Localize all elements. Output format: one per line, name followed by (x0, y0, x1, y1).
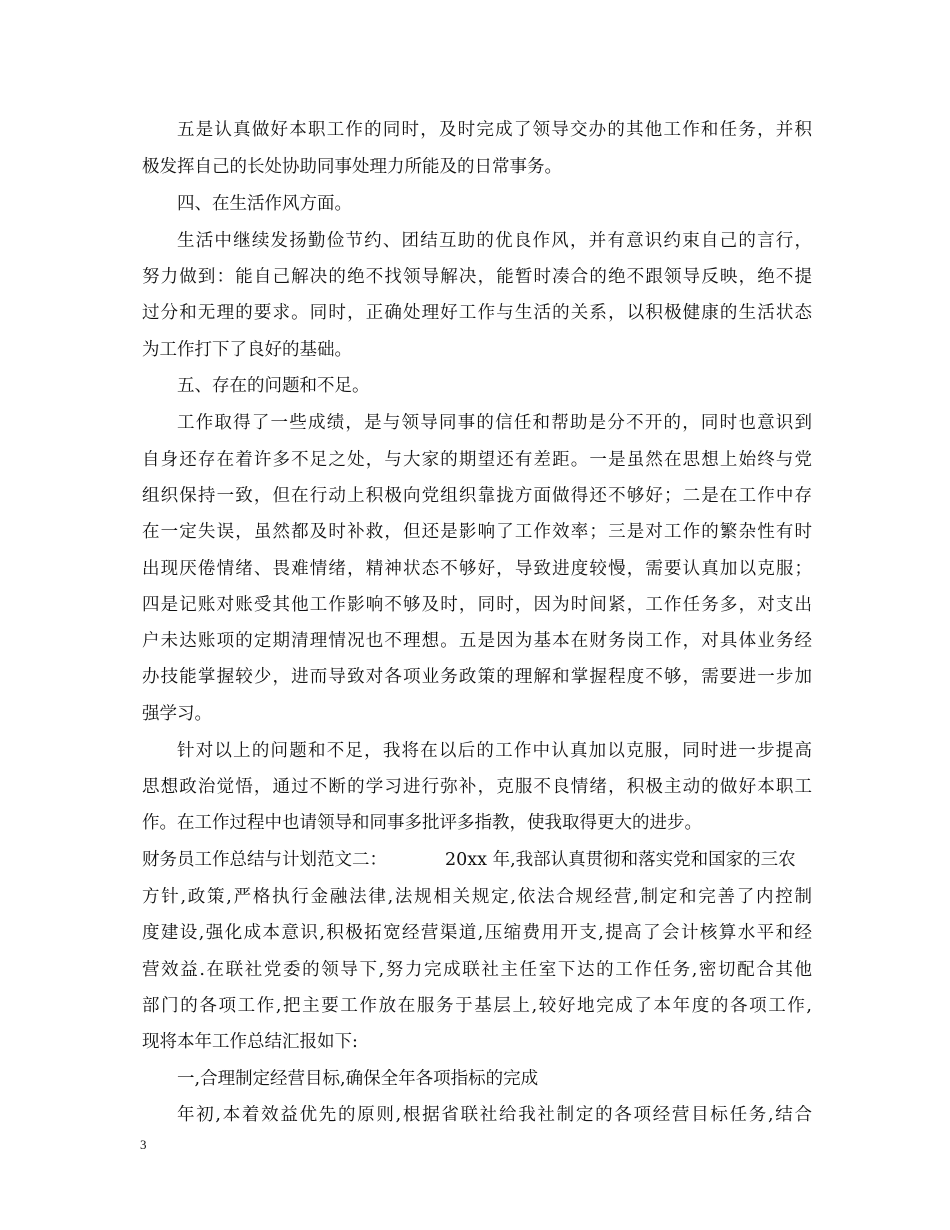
text-line: 过分和无理的要求。同时，正确处理好工作与生活的关系，以积极健康的生活状态 (142, 303, 812, 323)
text-line: 四是记账对账受其他工作影响不够及时，同时，因为时间紧，工作任务多，对支出 (142, 595, 812, 615)
text-line: 办技能掌握较少，进而导致对各项业务政策的理解和掌握程度不够，需要进一步加 (142, 667, 812, 687)
section-title: 财务员工作总结与计划范文二： (142, 850, 387, 870)
text-line: 思想政治觉悟，通过不断的学习进行弥补，克服不良情绪，积极主动的做好本职工 (142, 777, 812, 797)
text-line: 年初,本着效益优先的原则,根据省联社给我社制定的各项经营目标任务,结合 (177, 1105, 812, 1125)
text-line: 方针,政策,严格执行金融法律,法规相关规定,依法合规经营,制定和完善了内控制 (142, 887, 812, 907)
text-line: 针对以上的问题和不足，我将在以后的工作中认真加以克服，同时进一步提高 (177, 741, 812, 761)
text-line: 生活中继续发扬勤俭节约、团结互助的优良作风，并有意识约束自己的言行， (177, 231, 812, 251)
text-line: 现将本年工作总结汇报如下: (142, 1032, 358, 1052)
section-heading: 一,合理制定经营目标,确保全年各项指标的完成 (177, 1069, 539, 1089)
section-heading: 五、存在的问题和不足。 (177, 376, 370, 396)
text-line: 出现厌倦情绪、畏难情绪，精神状态不够好，导致进度较慢，需要认真加以克服； (142, 559, 812, 579)
text-line (142, 848, 812, 872)
text-line: 户未达账项的定期清理情况也不理想。五是因为基本在财务岗工作，对具体业务经 (142, 631, 812, 651)
text-line: 五是认真做好本职工作的同时，及时完成了领导交办的其他工作和任务，并积 (177, 120, 812, 140)
text-span: 20xx 年,我部认真贯彻和落实党和国家的三农 (445, 850, 796, 870)
page-number: 3 (140, 1137, 147, 1152)
text-line: 工作取得了一些成绩，是与领导同事的信任和帮助是分不开的，同时也意识到 (177, 413, 812, 433)
text-line: 营效益.在联社党委的领导下,努力完成联社主任室下达的工作任务,密切配合其他 (142, 960, 812, 980)
text-line: 强学习。 (142, 704, 212, 724)
section-heading: 四、在生活作风方面。 (177, 194, 352, 214)
text-line: 度建设,强化成本意识,积极拓宽经营渠道,压缩费用开支,提高了会计核算水平和经 (142, 923, 812, 943)
text-line: 在一定失误，虽然都及时补救，但还是影响了工作效率；三是对工作的繁杂性有时 (142, 522, 812, 542)
text-line: 努力做到：能自己解决的绝不找领导解决，能暂时凑合的绝不跟领导反映，绝不提 (142, 267, 812, 287)
text-line: 作。在工作过程中也请领导和同事多批评多指教，使我取得更大的进步。 (142, 813, 702, 833)
text-line: 为工作打下了良好的基础。 (142, 340, 352, 360)
text-line: 组织保持一致，但在行动上积极向党组织靠拢方面做得还不够好；二是在工作中存 (142, 486, 812, 506)
text-line: 自身还存在着许多不足之处，与大家的期望还有差距。一是虽然在思想上始终与党 (142, 450, 812, 470)
text-line: 部门的各项工作,把主要工作放在服务于基层上,较好地完成了本年度的各项工作, (142, 996, 812, 1016)
text-line: 极发挥自己的长处协助同事处理力所能及的日常事务。 (142, 157, 562, 177)
